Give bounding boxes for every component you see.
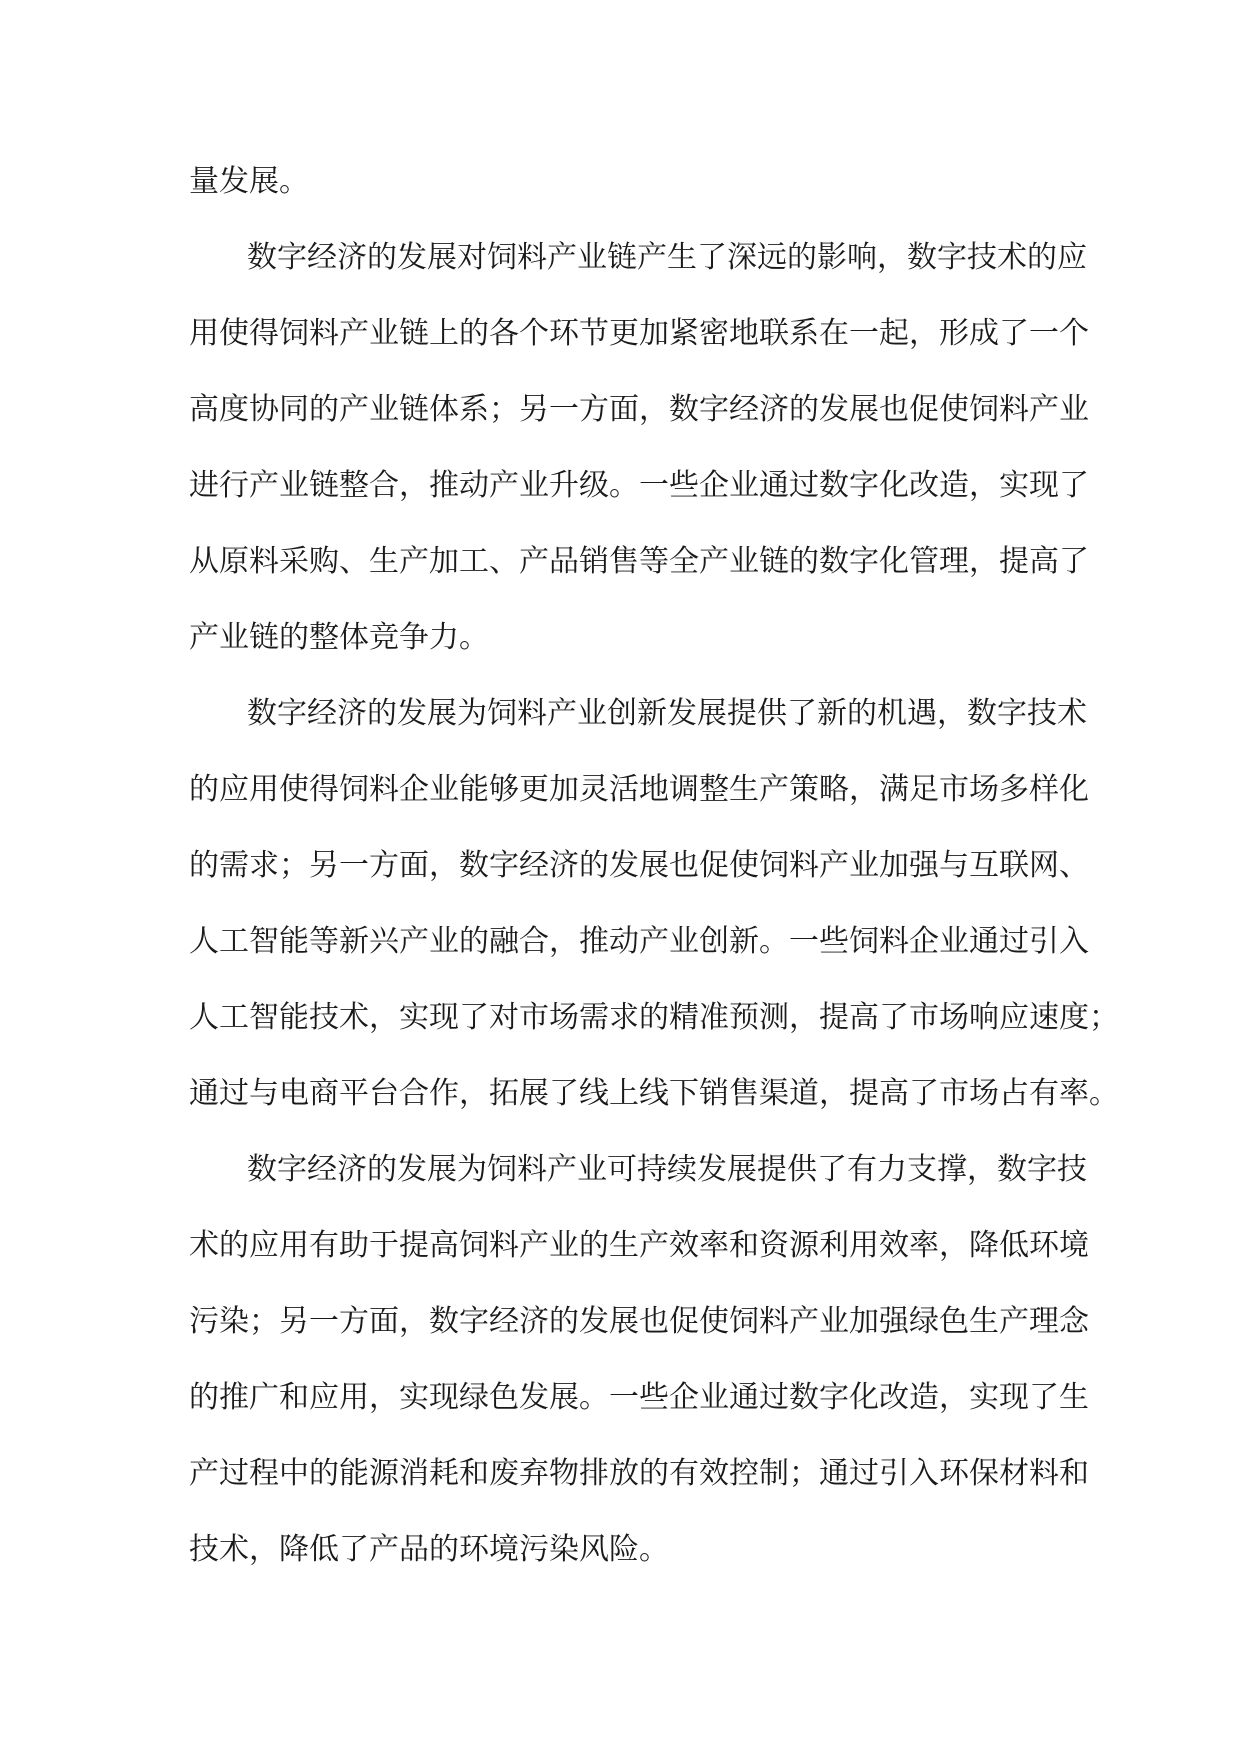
- text-line: 污染；另一方面，数字经济的发展也促使饲料产业加强绿色生产理念: [189, 1304, 1089, 1339]
- text-line: 进行产业链整合，推动产业升级。一些企业通过数字化改造，实现了: [189, 468, 1089, 503]
- text-line: 产业链的整体竞争力。: [189, 620, 489, 655]
- paragraph-industry-chain: [189, 220, 1089, 676]
- text-line: 通过与电商平台合作，拓展了线上线下销售渠道，提高了市场占有率。: [189, 1076, 1119, 1111]
- text-line: 数字经济的发展为饲料产业可持续发展提供了有力支撑，数字技: [247, 1152, 1087, 1187]
- text-line: 人工智能技术，实现了对市场需求的精准预测，提高了市场响应速度；: [189, 1000, 1119, 1035]
- document-body: [189, 144, 1119, 1588]
- text-line: 用使得饲料产业链上的各个环节更加紧密地联系在一起，形成了一个: [189, 316, 1089, 351]
- text-line: 从原料采购、生产加工、产品销售等全产业链的数字化管理，提高了: [189, 544, 1089, 579]
- text-line: 产过程中的能源消耗和废弃物排放的有效控制；通过引入环保材料和: [189, 1456, 1089, 1491]
- text-line: 高度协同的产业链体系；另一方面，数字经济的发展也促使饲料产业: [189, 392, 1089, 427]
- paragraph-continuation: [189, 144, 1053, 220]
- text-line: 技术，降低了产品的环境污染风险。: [189, 1532, 669, 1567]
- paragraph-innovation: [189, 676, 1119, 1132]
- text-line: 的应用使得饲料企业能够更加灵活地调整生产策略，满足市场多样化: [189, 772, 1089, 807]
- text-line: 数字经济的发展对饲料产业链产生了深远的影响，数字技术的应: [247, 240, 1087, 275]
- paragraph-sustainability: [189, 1132, 1089, 1588]
- text-line: 数字经济的发展为饲料产业创新发展提供了新的机遇，数字技术: [247, 696, 1087, 731]
- text-line: 量发展。: [189, 164, 309, 199]
- text-line: 的需求；另一方面，数字经济的发展也促使饲料产业加强与互联网、: [189, 848, 1089, 883]
- text-line: 的推广和应用，实现绿色发展。一些企业通过数字化改造，实现了生: [189, 1380, 1089, 1415]
- text-line: 术的应用有助于提高饲料产业的生产效率和资源利用效率，降低环境: [189, 1228, 1089, 1263]
- text-line: 人工智能等新兴产业的融合，推动产业创新。一些饲料企业通过引入: [189, 924, 1089, 959]
